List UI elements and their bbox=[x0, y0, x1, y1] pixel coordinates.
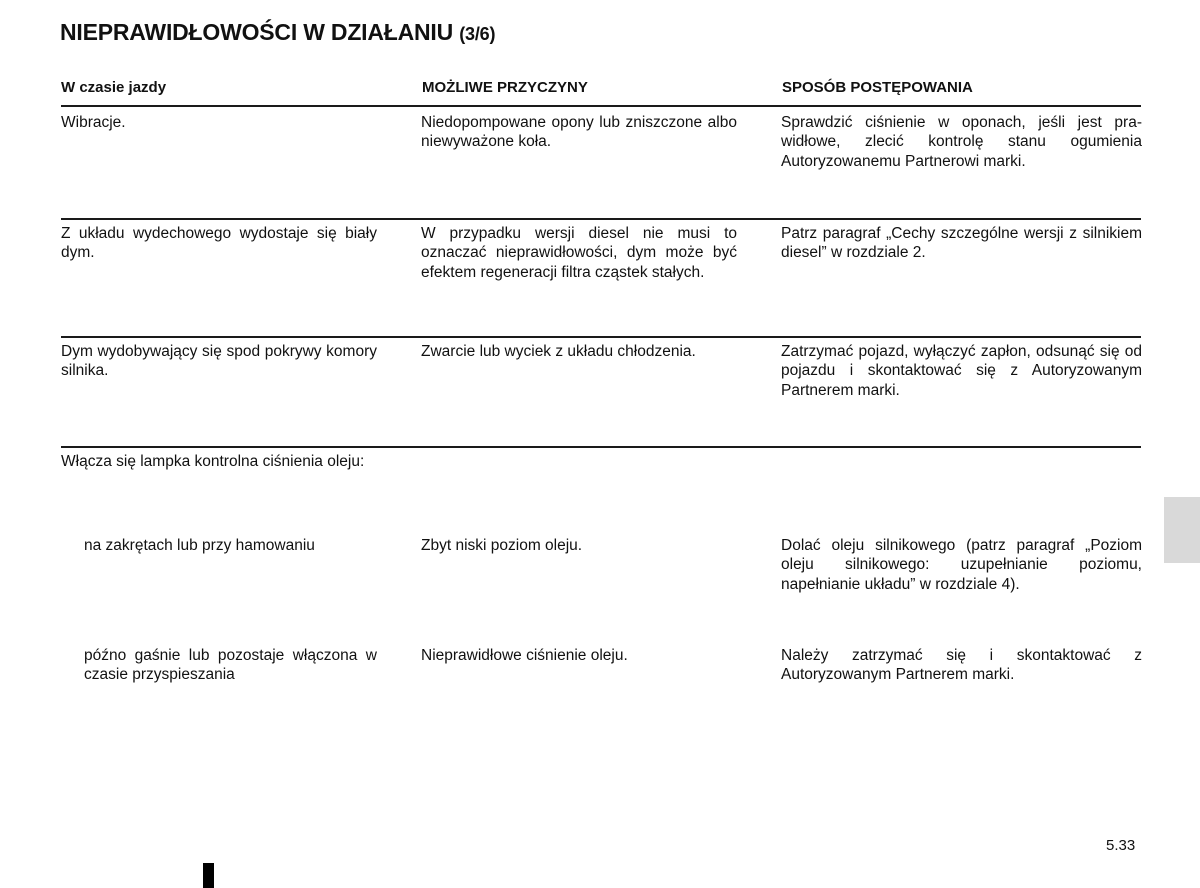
symptom-cell: Dym wydobywający się spod pokrywy komory silnika. bbox=[61, 343, 377, 380]
action-cell: Patrz paragraf „Cechy szczególne wersji z silnikiem diesel” w rozdziale 2. bbox=[781, 225, 1142, 262]
cause-cell: Niedopompowane opony lub zniszczone albo niewyważone koła. bbox=[421, 114, 737, 151]
row-divider bbox=[61, 446, 1141, 448]
action-cell: Dolać oleju silnikowego (patrz paragraf „Poziom oleju silnikowego: uzupełnianie poziomu, napełnianie układu” w rozdziale 4). bbox=[781, 537, 1142, 593]
symptom-cell: późno gaśnie lub pozostaje włączona w czasie przyspieszania bbox=[84, 647, 377, 684]
column-header-cause: MOŻLIWE PRZYCZYNY bbox=[422, 79, 588, 96]
page-title-text: NIEPRAWIDŁOWOŚCI W DZIAŁANIU bbox=[60, 19, 454, 45]
page-number: 5.33 bbox=[1106, 837, 1136, 854]
action-cell: Sprawdzić ciśnienie w oponach, jeśli jest prawidłowe, zlecić kontrolę stanu ogumienia Autoryzowanemu Partnerowi marki. bbox=[781, 114, 1142, 170]
page-title-suffix: (3/6) bbox=[459, 24, 496, 44]
cause-cell: W przypadku wersji diesel nie musi to oznaczać nieprawidłowości, dym może być efektem regeneracji filtra cząstek stałych. bbox=[421, 225, 737, 281]
section-tab-marker bbox=[1164, 497, 1200, 563]
symptom-cell: Włącza się lampka kontrolna ciśnienia oleju: bbox=[61, 453, 365, 470]
page-title bbox=[60, 19, 495, 46]
column-header-symptom: W czasie jazdy bbox=[61, 79, 167, 96]
row-divider bbox=[61, 336, 1141, 338]
row-divider bbox=[61, 218, 1141, 220]
cause-cell: Zwarcie lub wyciek z układu chłodzenia. bbox=[421, 343, 696, 360]
cause-cell: Nieprawidłowe ciśnienie oleju. bbox=[421, 647, 628, 664]
column-header-action: SPOSÓB POSTĘPOWANIA bbox=[782, 79, 973, 96]
print-registration-mark bbox=[203, 863, 214, 888]
header-divider bbox=[61, 105, 1141, 107]
symptom-cell: na zakrętach lub przy hamowaniu bbox=[84, 537, 315, 554]
action-cell: Zatrzymać pojazd, wyłączyć zapłon, odsunąć się od pojazdu i skontaktować się z Autoryzowanym Partnerem marki. bbox=[781, 343, 1142, 399]
cause-cell: Zbyt niski poziom oleju. bbox=[421, 537, 583, 554]
action-cell: Należy zatrzymać się i skontaktować z Autoryzowanym Partnerem marki. bbox=[781, 647, 1142, 684]
symptom-cell: Z układu wydechowego wydostaje się biały dym. bbox=[61, 225, 377, 262]
symptom-cell: Wibracje. bbox=[61, 114, 126, 131]
